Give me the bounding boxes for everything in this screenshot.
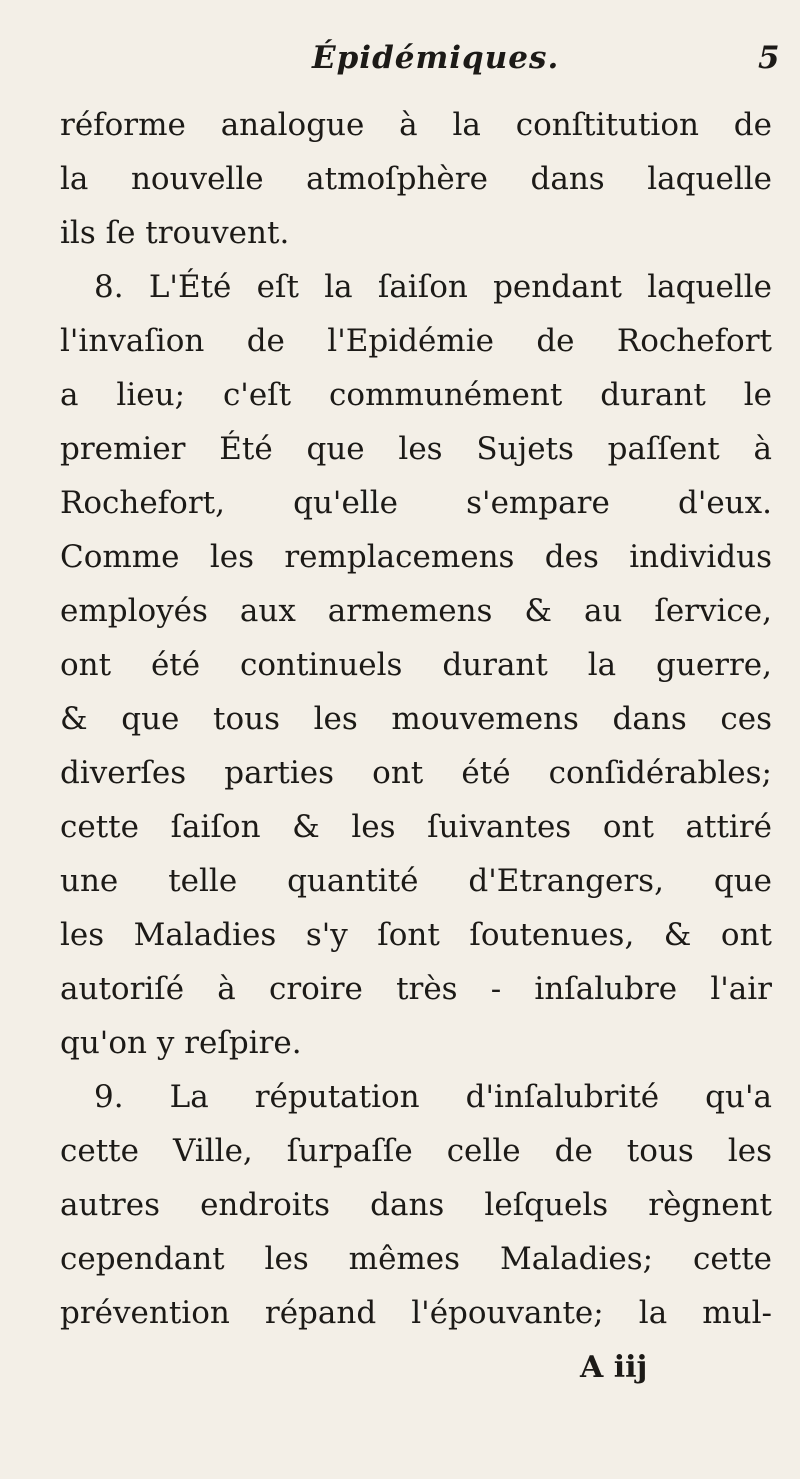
- signature-mark: A iij: [580, 1350, 648, 1385]
- text-line: l'invaſion de l'Epidémie de Rochefort: [60, 323, 772, 359]
- text-line: cependant les mêmes Maladies; cette: [60, 1241, 772, 1277]
- text-line: ils ſe trouvent.: [60, 215, 290, 251]
- text-line: a lieu; c'eſt communément durant le: [60, 377, 772, 413]
- running-head: [0, 40, 800, 92]
- text-line: premier Été que les Sujets paſſent à: [60, 431, 772, 467]
- text-line: employés aux armemens & au ſervice,: [60, 593, 772, 629]
- page-number: 5: [758, 40, 780, 76]
- text-line: Rochefort, qu'elle s'empare d'eux.: [60, 485, 772, 521]
- text-line: qu'on y reſpire.: [60, 1025, 302, 1061]
- text-line: autoriſé à croire très - inſalubre l'air: [60, 971, 772, 1007]
- text-line: & que tous les mouvemens dans ces: [60, 701, 772, 737]
- text-line: prévention répand l'épouvante; la mul-: [60, 1295, 772, 1331]
- text-line: une telle quantité d'Etrangers, que: [60, 863, 772, 899]
- text-line: autres endroits dans leſquels règnent: [60, 1187, 772, 1223]
- body-text: [60, 98, 772, 1340]
- running-head-title: Épidémiques.: [312, 40, 560, 76]
- text-line: 9. La réputation d'inſalubrité qu'a: [94, 1079, 772, 1115]
- text-line: diverſes parties ont été conſidérables;: [60, 755, 772, 791]
- text-line: la nouvelle atmoſphère dans laquelle: [60, 161, 772, 197]
- text-line: 8. L'Été eſt la ſaiſon pendant laquelle: [94, 269, 772, 305]
- text-line: réforme analogue à la conſtitution de: [60, 107, 772, 143]
- text-line: cette ſaiſon & les ſuivantes ont attiré: [60, 809, 772, 845]
- text-line: cette Ville, ſurpaſſe celle de tous les: [60, 1133, 772, 1169]
- text-line: les Maladies s'y ſont ſoutenues, & ont: [60, 917, 772, 953]
- text-line: ont été continuels durant la guerre,: [60, 647, 772, 683]
- text-line: Comme les remplacemens des individus: [60, 539, 772, 575]
